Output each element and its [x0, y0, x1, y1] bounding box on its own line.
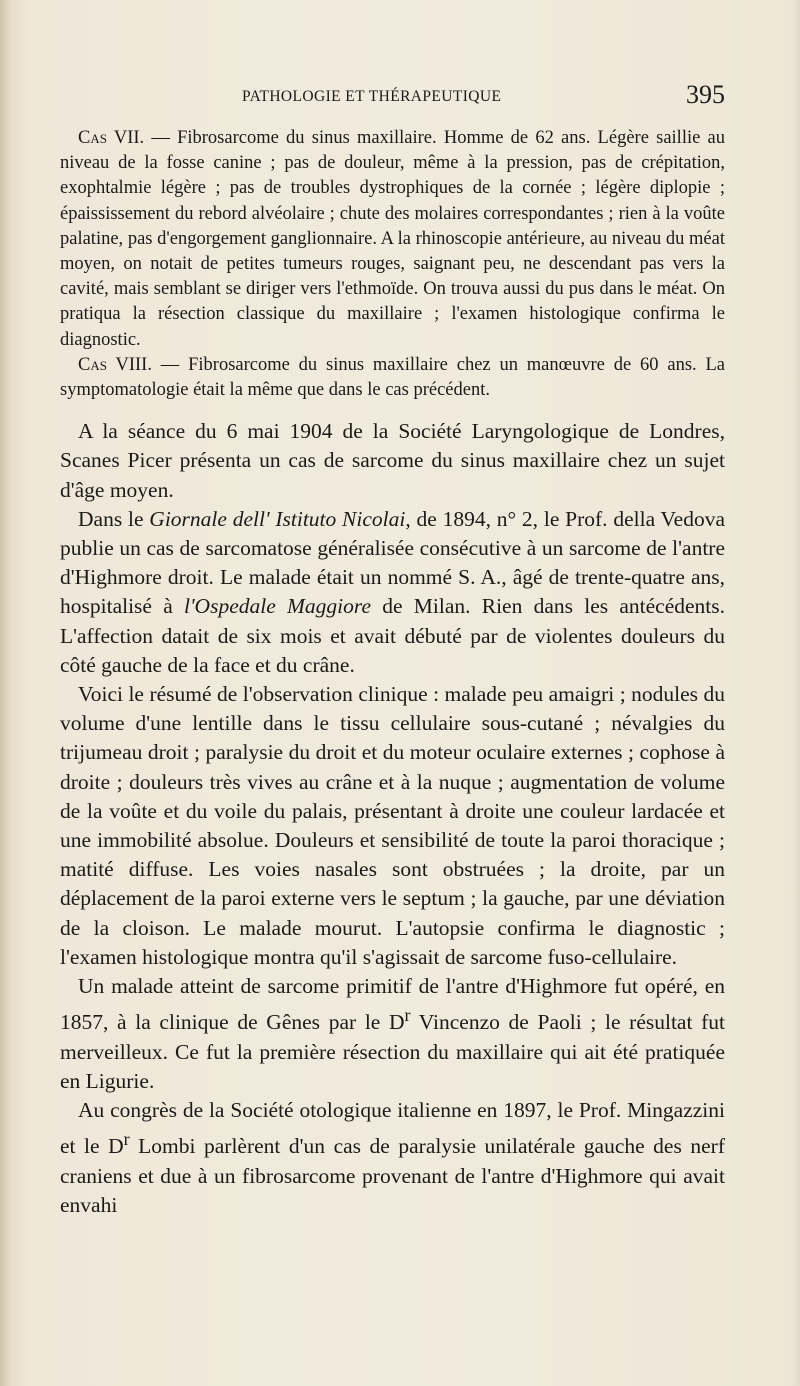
case-label: Cas [78, 128, 107, 148]
body-text [60, 126, 725, 1220]
paragraph-text: Un malade atteint de sarcome primitif de l'antre d'Highmore fut opéré, en 1857, à la clinique de Gênes par le D [60, 974, 725, 1035]
paragraph-text: Voici le résumé de l'observation clinique : malade peu amaigri ; nodules du volume d'une lentille dans le tissu cellulaire sous-cutané ; névalgies du trijumeau droit ; paralysie du droit et du moteur oculaire externes ; cophose à droite ; douleurs très vives au crâne et à la nuque ; augmentation de volume de la voûte et du voile du palais, présentant à droite une couleur lardacée et une immobilité absolue. Douleurs et sensibilité de toute la paroi thoracique ; matité diffuse. Les voies nasales sont obstruées ; la droite, par un déplacement de la paroi externe vers le septum ; la gauche, par une déviation de la cloison. Le malade mourut. L'autopsie confirma le diagnostic ; l'examen histologique montra qu'il s'agissait de sarcome fuso-cellulaire. [60, 682, 725, 969]
paragraph-case-8 [60, 353, 725, 403]
case-label: Cas [78, 354, 107, 375]
paragraph-clinical-summary [60, 680, 725, 972]
paragraph-text: Au congrès de la Société otologique italienne en 1897, le Prof. Mingazzini et le D [60, 1098, 725, 1159]
paragraph-text: VIII. — Fibrosarcome du sinus maxillaire chez un manœuvre de 60 ans. La symptomatologie était la même que dans le cas précédent. [60, 354, 725, 401]
page-header [60, 80, 725, 120]
paragraph-text: VII. — Fibrosarcome du sinus maxillaire. Homme de 62 ans. Légère saillie au niveau de la fosse canine ; pas de douleur, même à la pression, pas de crépitation, exophtalmie légère ; pas de troubles dystrophiques de la cornée ; légère diplopie ; épaississement du rebord alvéolaire ; chute des molaires correspondantes ; rien à la voûte palatine, pas d'engorgement ganglionnaire. A la rhinoscopie antérieure, au niveau du méat moyen, on notait de petites tumeurs rouges, saignant peu, ne descendant pas vers la cavité, mais semblant se diriger vers l'ethmoïde. On trouva aussi du pus dans le méat. On pratiqua la résection classique du maxillaire ; l'examen histologique confirma le diagnostic. [60, 128, 725, 350]
case-reports [60, 126, 725, 403]
paragraph-case-7 [60, 126, 725, 353]
main-text [60, 417, 725, 1220]
journal-title: Giornale dell' Istituto Nicolai [149, 506, 406, 531]
paragraph-text: de Milan. Rien dans les antécédents. L'affection datait de six mois et avait débuté par de violentes douleurs du côté gauche de la face et du crâne. [60, 594, 725, 677]
paragraph-de-paoli [60, 972, 725, 1096]
running-title: PATHOLOGIE ET THÉRAPEUTIQUE [242, 88, 502, 105]
paragraph-text: Lombi parlèrent d'un cas de paralysie unilatérale gauche des nerf craniens et due à un fibrosarcome provenant de l'antre d'Highmore qui avait envahi [60, 1134, 725, 1217]
page-number: 395 [686, 80, 725, 109]
paragraph-text: , de 1894, n° 2, le Prof. della Vedova publie un cas de sarcomatose généralisée consécutive à un sarcome de l'antre d'Highmore droit. Le malade était un nommé S. A., âgé de trente-quatre ans, hospitalisé à [60, 506, 726, 619]
paragraph-text: Vincenzo de Paoli ; le résultat fut merveilleux. Ce fut la première résection du maxillaire qui ait été pratiquée en Ligurie. [60, 1010, 725, 1093]
hospital-name: l'Ospedale Maggiore [183, 594, 371, 619]
paragraph-otology-congress [60, 1096, 725, 1220]
paragraph-london-society [60, 417, 725, 505]
paragraph-text: Dans le [78, 506, 150, 531]
paragraph-della-vedova [60, 505, 725, 680]
superscript: r [404, 1005, 411, 1026]
superscript: r [123, 1129, 130, 1150]
paragraph-text: A la séance du 6 mai 1904 de la Société Laryngologique de Londres, Scanes Picer présenta un cas de sarcome du sinus maxillaire chez un sujet d'âge moyen. [60, 419, 725, 502]
